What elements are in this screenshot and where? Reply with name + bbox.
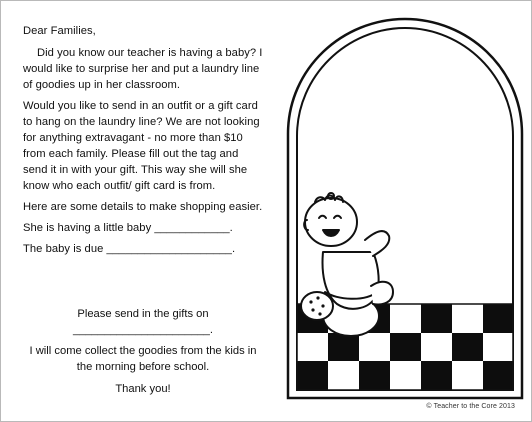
letter-paragraph-request: Would you like to send in an outfit or a gift card to hang on the laundry line? We are not looking for anything extravagant - no more than $10 from each family. Please fill out the tag and send it in with your gift. This way she will she know who each outfit/ gift card is from.: [23, 100, 260, 192]
arch-frame-icon: [285, 16, 525, 400]
copyright-notice: © Teacher to the Core 2013: [426, 403, 515, 410]
baby-gender-line: She is having a little baby ____________.: [23, 222, 233, 234]
send-gifts-blank: ______________________.: [73, 324, 213, 336]
due-date-line: The baby is due ____________________.: [23, 243, 236, 255]
letter-greeting: Dear Families,: [23, 25, 96, 37]
collect-goodies-text: I will come collect the goodies from the kids in the morning before school.: [29, 345, 257, 373]
letter-paragraph-details: Here are some details to make shopping easier.: [23, 201, 263, 213]
letter-paragraph-intro: Did you know our teacher is having a baby? I would like to surprise her and put a laundry line of goodies up in her classroom.: [23, 47, 263, 91]
send-gifts-line: Please send in the gifts on: [77, 308, 209, 320]
letter-body: [23, 23, 263, 257]
thank-you-text: Thank you!: [115, 383, 171, 395]
letter-closing: [23, 306, 263, 397]
